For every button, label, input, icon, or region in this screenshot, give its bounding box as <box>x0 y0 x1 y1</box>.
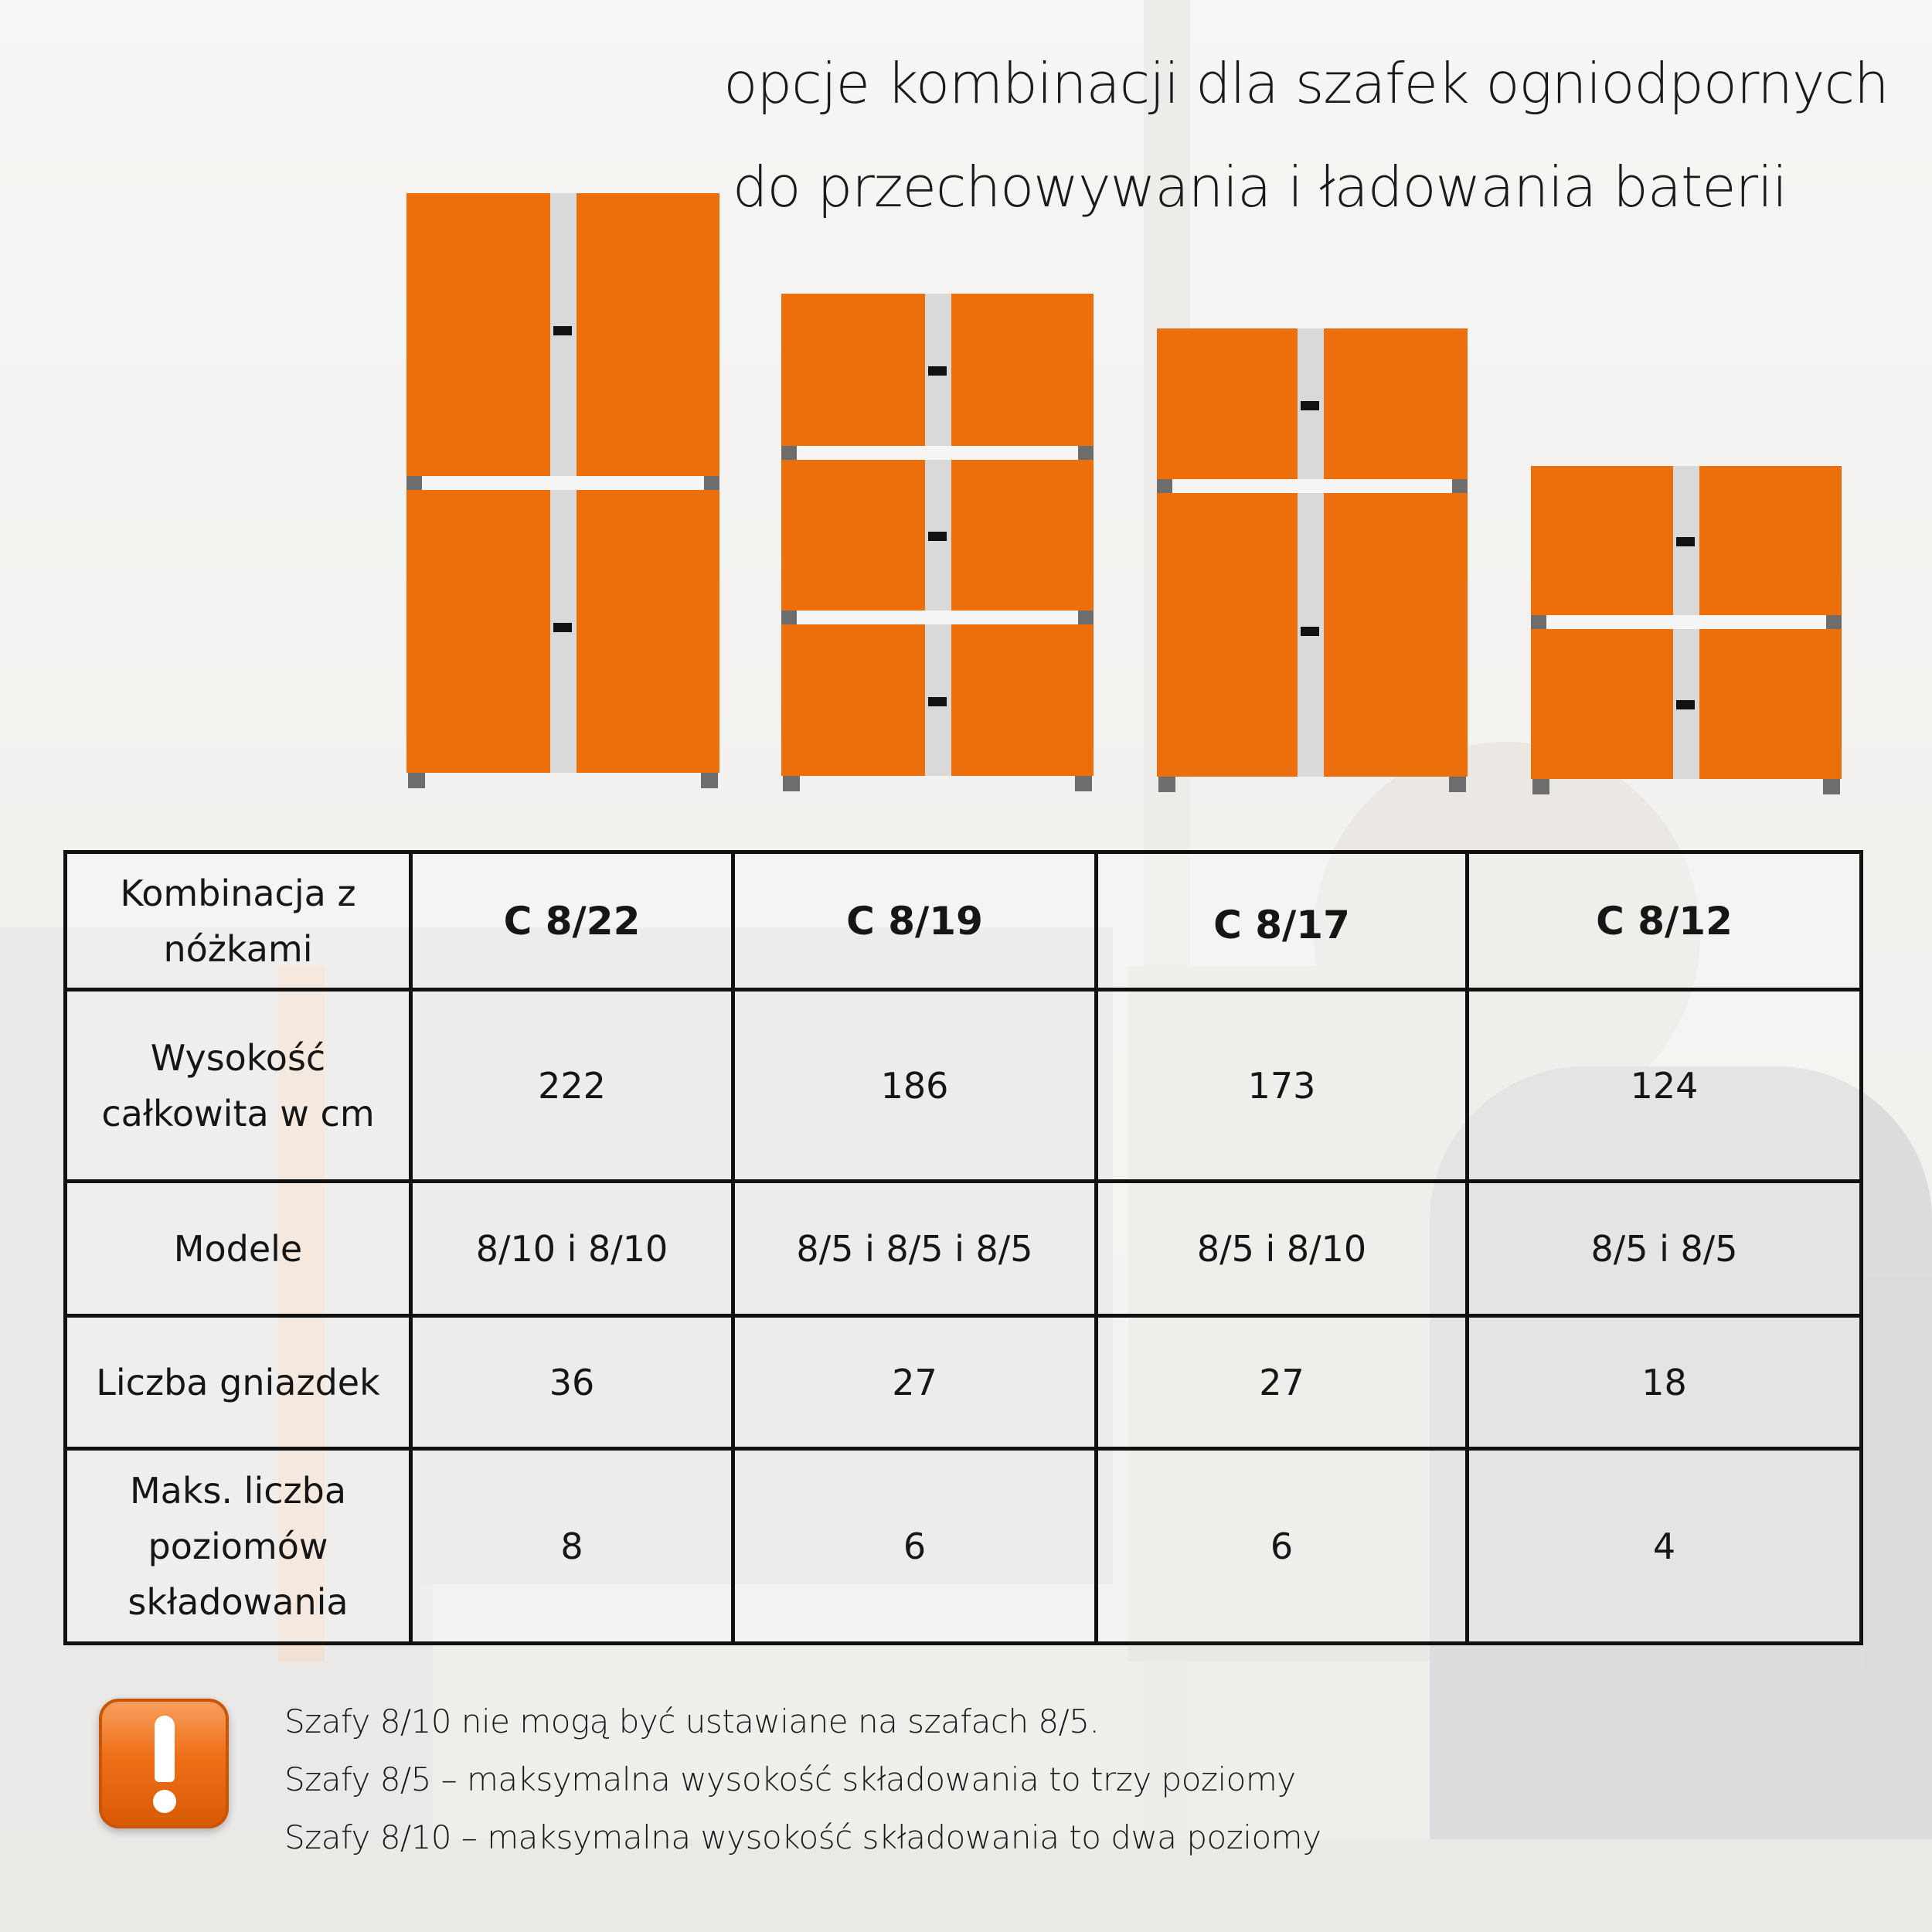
table-row <box>66 990 1862 1182</box>
cabinet-c8-19-illustration <box>781 294 1094 793</box>
table-cell: 186 <box>733 990 1097 1182</box>
table-cell: 8/5 i 8/10 <box>1097 1182 1468 1316</box>
table-cell: 124 <box>1468 990 1862 1182</box>
row-label: Wysokość całkowita w cm <box>66 990 411 1182</box>
row-label: Maks. liczba poziomów składowania <box>66 1449 411 1644</box>
table-cell: 27 <box>1097 1316 1468 1449</box>
table-cell: 6 <box>733 1449 1097 1644</box>
table-row <box>66 1182 1862 1316</box>
column-header: C 8/17 <box>1097 852 1468 990</box>
table-cell: 27 <box>733 1316 1097 1449</box>
note-line: Szafy 8/10 – maksymalna wysokość składowania to dwa poziomy <box>284 1818 1321 1856</box>
table-cell: 8 <box>411 1449 733 1644</box>
exclamation-icon <box>99 1699 229 1828</box>
note-line: Szafy 8/5 – maksymalna wysokość składowania to trzy poziomy <box>284 1760 1296 1798</box>
table-header-row <box>66 852 1862 990</box>
table-cell: 4 <box>1468 1449 1862 1644</box>
notes <box>284 1692 1321 1866</box>
title-line-1: opcje kombinacji dla szafek ogniodpornych <box>723 51 1889 116</box>
column-header: C 8/19 <box>733 852 1097 990</box>
table-cell: 173 <box>1097 990 1468 1182</box>
column-header: C 8/22 <box>411 852 733 990</box>
table-row <box>66 1449 1862 1644</box>
table-cell: 222 <box>411 990 733 1182</box>
cabinet-c8-17-illustration <box>1157 328 1468 794</box>
cabinet-c8-12-illustration <box>1531 466 1842 796</box>
column-header: C 8/12 <box>1468 852 1862 990</box>
table-cell: 18 <box>1468 1316 1862 1449</box>
row-label: Modele <box>66 1182 411 1316</box>
title-line-2: do przechowywania i ładowania baterii <box>732 155 1787 219</box>
table-header-label: Kombinacja z nóżkami <box>66 852 411 990</box>
table-cell: 8/5 i 8/5 i 8/5 <box>733 1182 1097 1316</box>
note-line: Szafy 8/10 nie mogą być ustawiane na szafach 8/5. <box>284 1702 1100 1740</box>
table-cell: 8/5 i 8/5 <box>1468 1182 1862 1316</box>
comparison-table <box>63 850 1863 1645</box>
cabinet-c8-22-illustration <box>406 192 719 791</box>
table-cell: 6 <box>1097 1449 1468 1644</box>
table-cell: 36 <box>411 1316 733 1449</box>
table-cell: 8/10 i 8/10 <box>411 1182 733 1316</box>
row-label: Liczba gniazdek <box>66 1316 411 1449</box>
table-row <box>66 1316 1862 1449</box>
